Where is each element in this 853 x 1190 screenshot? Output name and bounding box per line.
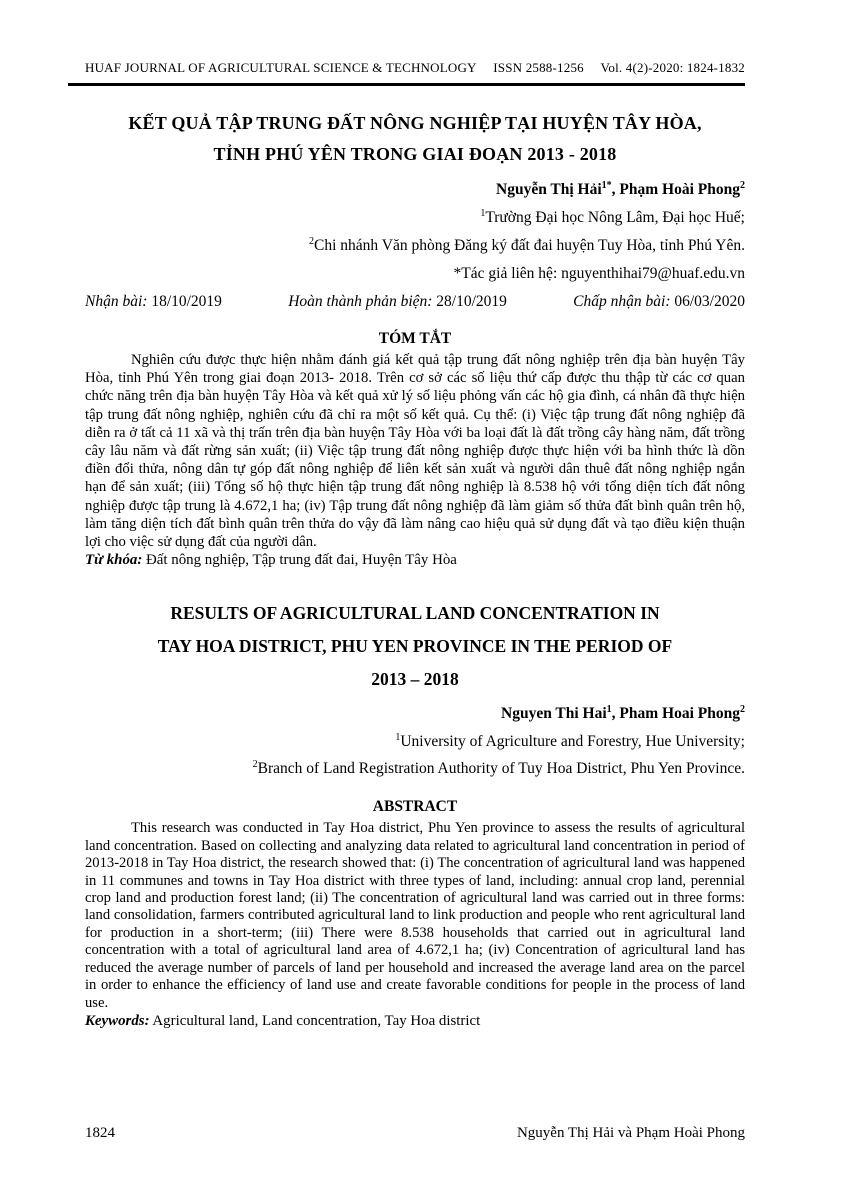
en-affiliation-2-text: Branch of Land Registration Authority of Tuy Hoa District, Phu Yen Province.: [257, 760, 745, 778]
article-title-vietnamese: [85, 108, 745, 170]
en-affiliation-2: [85, 755, 745, 782]
author-1-superscript: 1*: [601, 179, 612, 191]
received-date: [85, 288, 222, 316]
reviewed-value: 28/10/2019: [436, 293, 507, 310]
author-2-superscript: 2: [740, 179, 745, 191]
affiliation-2-superscript: 2: [309, 235, 315, 247]
keywords-line-vietnamese: [85, 551, 745, 569]
en-title-line-2: TAY HOA DISTRICT, PHU YEN PROVINCE IN THE PERIOD OF: [157, 636, 673, 657]
affiliation-1-text: Trường Đại học Nông Lâm, Đại học Huế;: [485, 209, 745, 226]
en-affiliation-2-superscript: 2: [252, 759, 258, 771]
page-number: 1824: [85, 1125, 115, 1141]
title-line-2: TỈNH PHÚ YÊN TRONG GIAI ĐOẠN 2013 - 2018: [213, 144, 617, 164]
en-title-line-1: RESULTS OF AGRICULTURAL LAND CONCENTRATION IN: [170, 603, 660, 624]
affiliation-1-superscript: 1: [480, 207, 486, 219]
authors-vietnamese: [85, 176, 745, 204]
abstract-heading-vietnamese: TÓM TẮT: [378, 330, 452, 347]
en-author-1-superscript: 1: [606, 704, 612, 716]
journal-header-row: [68, 60, 745, 76]
affiliation-2-vietnamese: [85, 232, 745, 260]
en-title-line-3: 2013 – 2018: [371, 669, 459, 690]
abstract-text-english: This research was conducted in Tay Hoa district, Phu Yen province to assess the results of agricultural land concentration. Based on collecting and analyzing data related to agricultural land concentration in period of 2013-2018 in Tay Hoa district, the research showed that: (i) The concentration of agricultural land was happened in 11 communes and towns in Tay Hoa district with three types of land, including: annual crop land, perennial crop land and production forest land; (ii) The concentration of agricultural land was carried out in three forms: land consolidation, farmers contributed agricultural land to link production and people who rent agricultural land for production in a short-term; (iii) There were 8.538 households that carried out in agricultural land concentration with a total of agricultural land area of 4.672,1 ha; (iv) Concentration of agricultural land has reduced the average number of parcels of land per household and increased the average land area on the parcel in order to enhance the efficiency of land use and create favorable conditions for people in the process of land use.: [85, 820, 745, 1011]
en-affiliation-1-text: University of Agriculture and Forestry, Hue University;: [400, 733, 745, 751]
journal-issn: ISSN 2588-1256: [493, 60, 584, 75]
abstract-text-vietnamese: Nghiên cứu được thực hiện nhằm đánh giá kết quả tập trung đất nông nghiệp trên địa bàn huyện Tây Hòa, tỉnh Phú Yên trong giai đoạn 2013- 2018. Trên cơ sở các số liệu thứ cấp được thu thập từ các cơ quan chức năng trên địa bàn huyện Tây Hòa và kết quả xử lý số liệu phỏng vấn các hộ gia đình, cá nhân đã thực hiện tập trung đất nông nghiệp, nghiên cứu đã chỉ ra một số kết quả. Cụ thể: (i) Việc tập trung đất nông nghiệp đã diễn ra ở tất cả 11 xã và thị trấn trên địa bàn huyện Tây Hòa với ba loại đất là đất trồng cây hàng năm, đất trồng cây lâu năm và đất rừng sản xuất; (ii) Việc tập trung đất nông nghiệp được thực hiện với ba hình thức là dồn điền đổi thửa, nông dân tự góp đất nông nghiệp để liên kết sản xuất và người dân thuê đất nông nghiệp ngắn hạn để sản xuất; (iii) Tổng số hộ thực hiện tập trung đất nông nghiệp là 8.538 hộ với tổng diện tích đất nông nghiệp được tập trung là 4.672,1 ha; (iv) Tập trung đất nông nghiệp đã làm giảm số thửa đất bình quân trên hộ, làm tăng diện tích đất bình quân trên thửa do vậy đã làm nâng cao hiệu quả sử dụng đất và tạo điều kiện thuận lợi cho việc sử dụng đất của người dân.: [85, 352, 745, 551]
running-authors: Nguyễn Thị Hải và Phạm Hoài Phong: [516, 1125, 745, 1141]
en-affiliation-1: [85, 728, 745, 755]
received-value: 18/10/2019: [151, 293, 222, 310]
accepted-value: 06/03/2020: [674, 293, 745, 310]
author-2-name: Phạm Hoài Phong: [619, 181, 740, 198]
reviewed-label: Hoàn thành phản biện:: [288, 293, 437, 310]
keywords-text-vietnamese: Đất nông nghiệp, Tập trung đất đai, Huyện Tây Hòa: [142, 552, 457, 569]
reviewed-date: [288, 288, 507, 316]
received-label: Nhận bài:: [85, 293, 152, 310]
page-footer: [85, 1125, 745, 1142]
journal-name: HUAF JOURNAL OF AGRICULTURAL SCIENCE & TECHNOLOGY: [85, 60, 477, 75]
accepted-label: Chấp nhận bài:: [573, 293, 675, 310]
en-authors-separator: ,: [611, 705, 620, 723]
keywords-label-vietnamese: Từ khóa:: [85, 552, 143, 569]
corresponding-author-line: *Tác giả liên hệ: nguyenthihai79@huaf.edu.vn: [453, 265, 745, 282]
en-affiliation-1-superscript: 1: [395, 732, 401, 744]
en-author-2-name: Pham Hoai Phong: [619, 705, 740, 723]
submission-dates-row: [85, 288, 745, 316]
en-author-2-superscript: 2: [740, 704, 745, 716]
journal-header: [68, 60, 745, 86]
keywords-line-english: [85, 1012, 745, 1030]
abstract-heading-english: ABSTRACT: [372, 798, 458, 816]
en-author-1-name: Nguyen Thi Hai: [501, 705, 607, 723]
title-line-1: KẾT QUẢ TẬP TRUNG ĐẤT NÔNG NGHIỆP TẠI HUYỆN TÂY HÒA,: [128, 113, 702, 133]
author-1-name: Nguyễn Thị Hải: [496, 181, 602, 198]
keywords-label-english: Keywords:: [85, 1012, 150, 1029]
authors-english: [85, 700, 745, 728]
journal-volume-info: Vol. 4(2)-2020: 1824-1832: [600, 60, 745, 75]
article-title-english: [85, 597, 745, 696]
authors-separator: ,: [611, 181, 620, 198]
affiliation-1-vietnamese: [85, 204, 745, 232]
accepted-date: [573, 288, 745, 316]
keywords-text-english: Agricultural land, Land concentration, Tay Hoa district: [149, 1012, 481, 1029]
affiliation-2-text: Chi nhánh Văn phòng Đăng ký đất đai huyện Tuy Hòa, tỉnh Phú Yên.: [314, 237, 745, 254]
